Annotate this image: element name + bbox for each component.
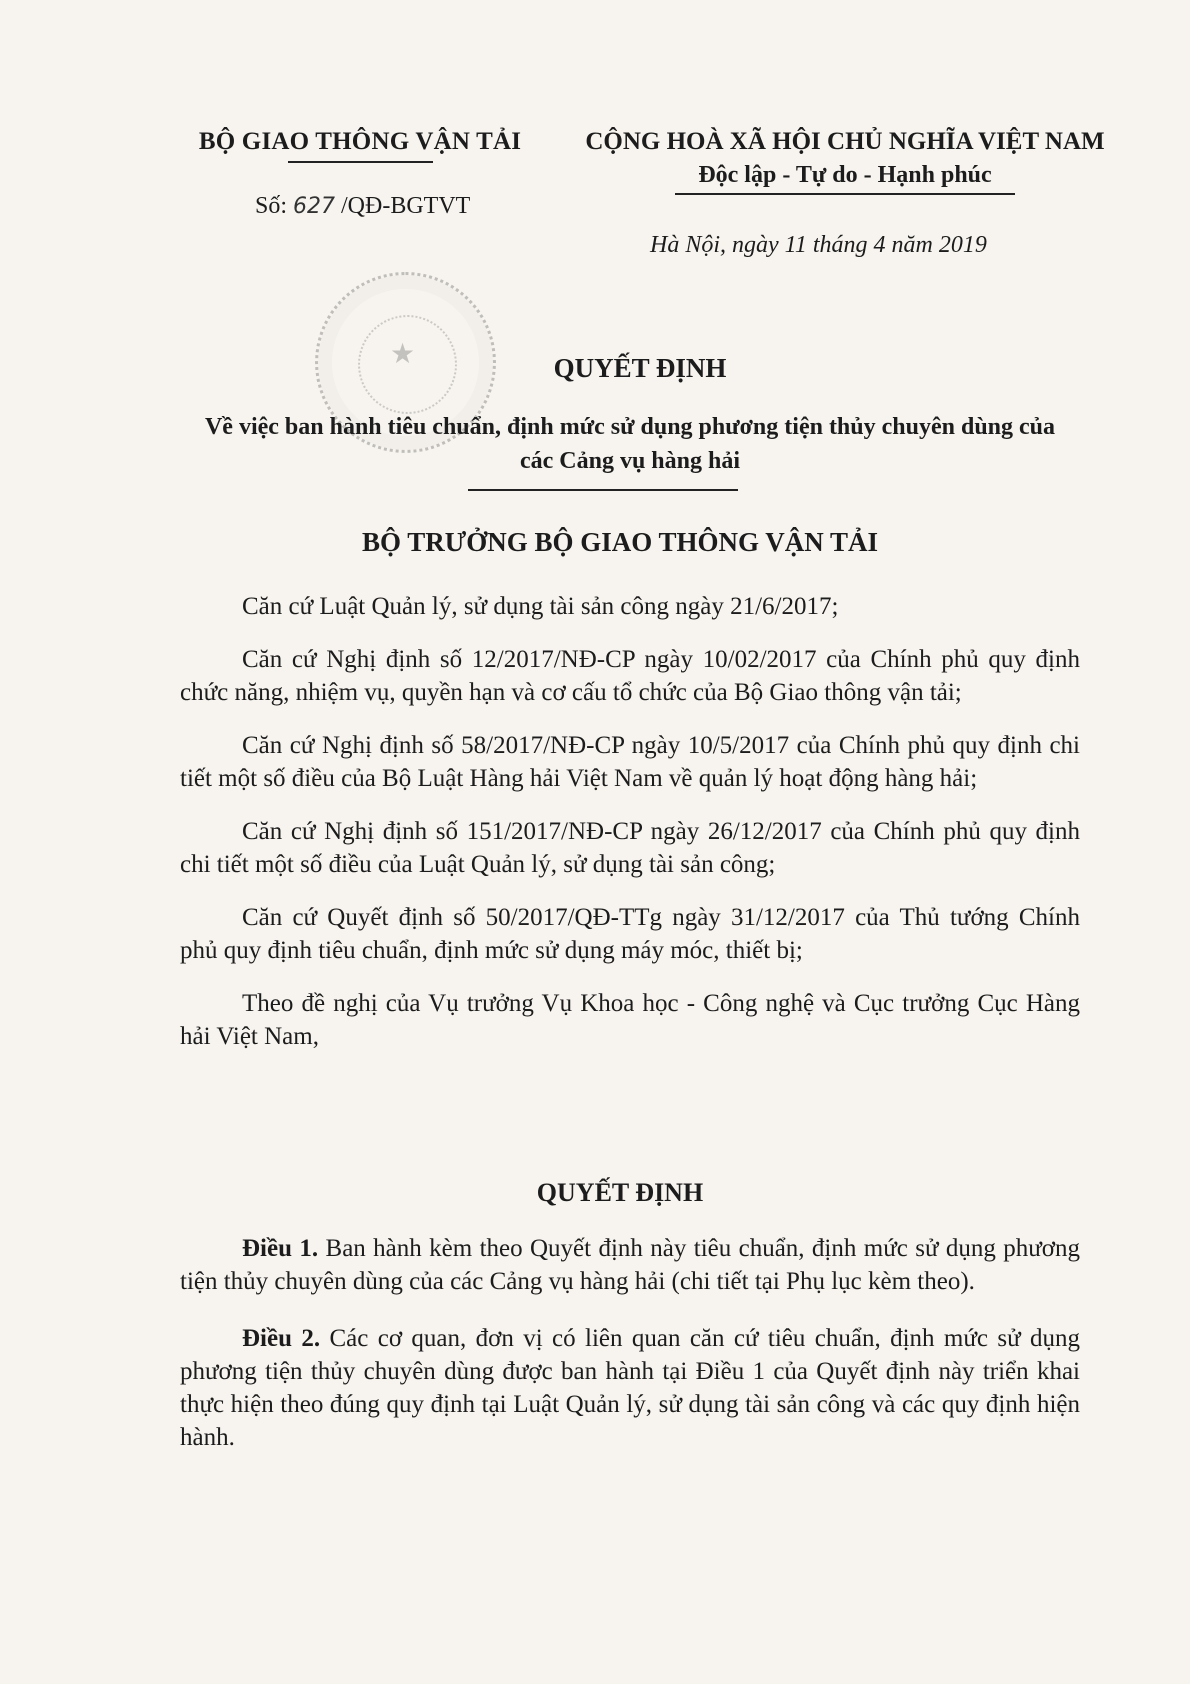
issuing-agency: BỘ GIAO THÔNG VẬN TẢI	[198, 128, 522, 155]
article-1	[180, 1232, 1080, 1298]
preamble	[180, 590, 1080, 1073]
agency-underline	[288, 161, 433, 163]
doc-number-handwritten: 627	[293, 194, 336, 219]
article-text: Các cơ quan, đơn vị có liên quan căn cứ tiêu chuẩn, định mức sử dụng phương tiện thủy chuyên dùng được ban hành tại Điều 1 của Quyết định này triển khai thực hiện theo đúng quy định tại Luật Quản lý, sử dụng tài sản công và các quy định hiện hành.	[180, 1325, 1081, 1451]
preamble-paragraph: Căn cứ Luật Quản lý, sử dụng tài sản công ngày 21/6/2017;	[242, 593, 839, 620]
subject-underline	[468, 489, 738, 491]
document-number	[255, 193, 470, 220]
article-label: Điều 1.	[242, 1235, 319, 1262]
preamble-paragraph: Căn cứ Nghị định số 151/2017/NĐ-CP ngày 26/12/2017 của Chính phủ quy định chi tiết một số điều của Luật Quản lý, sử dụng tài sản công;	[180, 818, 1080, 878]
doc-number-suffix: /QĐ-BGTVT	[341, 193, 471, 219]
article-2	[180, 1322, 1080, 1454]
preamble-paragraph: Theo đề nghị của Vụ trưởng Vụ Khoa học - Công nghệ và Cục trưởng Cục Hàng hải Việt Nam,	[180, 990, 1080, 1050]
issuing-agency-block	[150, 128, 570, 163]
decision-heading: QUYẾT ĐỊNH	[536, 1178, 704, 1207]
doc-number-prefix: Số:	[255, 193, 288, 219]
article-label: Điều 2.	[242, 1325, 321, 1352]
article-text: Ban hành kèm theo Quyết định này tiêu chuẩn, định mức sử dụng phương tiện thủy chuyên dùng của các Cảng vụ hàng hải (chi tiết tại Phụ lục kèm theo).	[180, 1235, 1081, 1295]
national-title-block	[575, 128, 1115, 195]
preamble-paragraph: Căn cứ Nghị định số 58/2017/NĐ-CP ngày 10/5/2017 của Chính phủ quy định chi tiết một số điều của Bộ Luật Hàng hải Việt Nam về quản lý hoạt động hàng hải;	[180, 732, 1080, 792]
seal-star-icon: ★	[390, 339, 416, 370]
place-and-date: Hà Nội, ngày 11 tháng 4 năm 2019	[650, 232, 987, 258]
national-title: CỘNG HOÀ XÃ HỘI CHỦ NGHĨA VIỆT NAM	[585, 128, 1105, 155]
preamble-paragraph: Căn cứ Quyết định số 50/2017/QĐ-TTg ngày 31/12/2017 của Thủ tướng Chính phủ quy định tiêu chuẩn, định mức sử dụng máy móc, thiết bị;	[180, 904, 1080, 964]
document-subject: Về việc ban hành tiêu chuẩn, định mức sử dụng phương tiện thủy chuyên dùng của các Cảng vụ hàng hải	[204, 414, 1056, 474]
document-title: QUYẾT ĐỊNH	[553, 353, 727, 383]
issuing-authority: BỘ TRƯỞNG BỘ GIAO THÔNG VẬN TẢI	[361, 527, 879, 557]
preamble-paragraph: Căn cứ Nghị định số 12/2017/NĐ-CP ngày 10/02/2017 của Chính phủ quy định chức năng, nhiệm vụ, quyền hạn và cơ cấu tổ chức của Bộ Giao thông vận tải;	[180, 646, 1080, 706]
motto-underline	[675, 193, 1015, 195]
articles	[180, 1232, 1080, 1478]
national-motto: Độc lập - Tự do - Hạnh phúc	[698, 162, 992, 188]
